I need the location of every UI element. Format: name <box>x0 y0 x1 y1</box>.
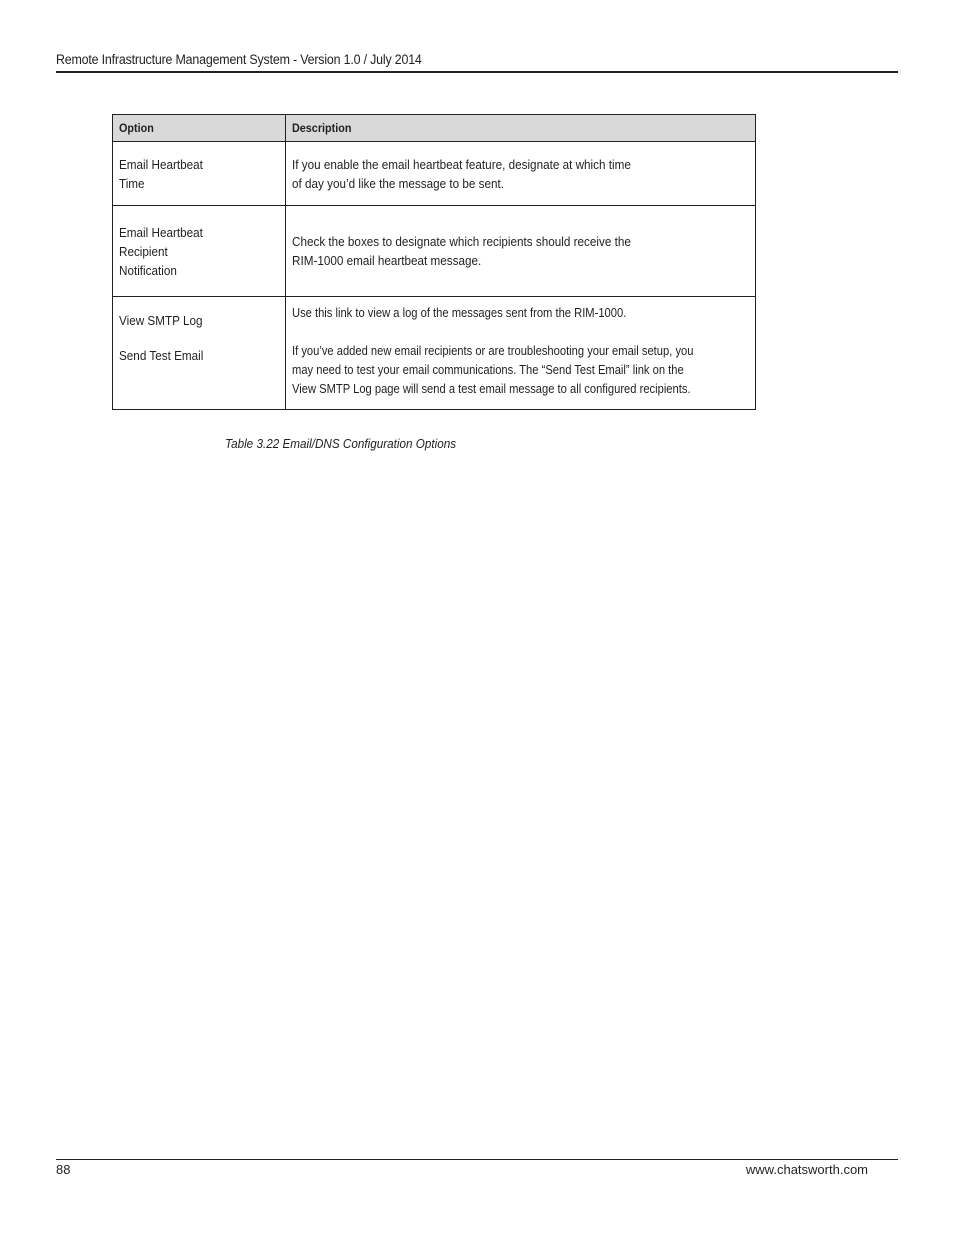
table-caption: Table 3.22 Email/DNS Configuration Options <box>225 436 457 451</box>
running-header: Remote Infrastructure Management System - Version 1.0 / July 2014 <box>56 52 422 67</box>
options-table-container <box>112 114 755 410</box>
column-header-description: Description <box>286 115 756 142</box>
column-header-option: Option <box>113 115 286 142</box>
option-cell: View SMTP Log Send Test Email <box>113 297 286 410</box>
description-cell: If you enable the email heartbeat feature, designate at which time of day you’d like the message to be sent. <box>286 142 756 206</box>
page-number: 88 <box>56 1162 71 1177</box>
table-row <box>113 206 756 297</box>
footer-divider <box>56 1159 898 1160</box>
option-cell: Email Heartbeat Recipient Notification <box>113 206 286 297</box>
description-cell: Check the boxes to designate which recipients should receive the RIM-1000 email heartbeat message. <box>286 206 756 297</box>
table-header-row <box>113 115 756 142</box>
footer-website: www.chatsworth.com <box>745 1162 868 1177</box>
description-cell: Use this link to view a log of the messages sent from the RIM-1000. If you’ve added new email recipients or are troubleshooting your email setup, you may need to test your email communications. The “Send Test Email” link on the View SMTP Log page will send a test email message to all configured recipients. <box>286 297 756 410</box>
option-cell: Email Heartbeat Time <box>113 142 286 206</box>
header-divider <box>56 71 898 73</box>
options-table <box>112 114 756 410</box>
table-row <box>113 142 756 206</box>
table-row <box>113 297 756 410</box>
